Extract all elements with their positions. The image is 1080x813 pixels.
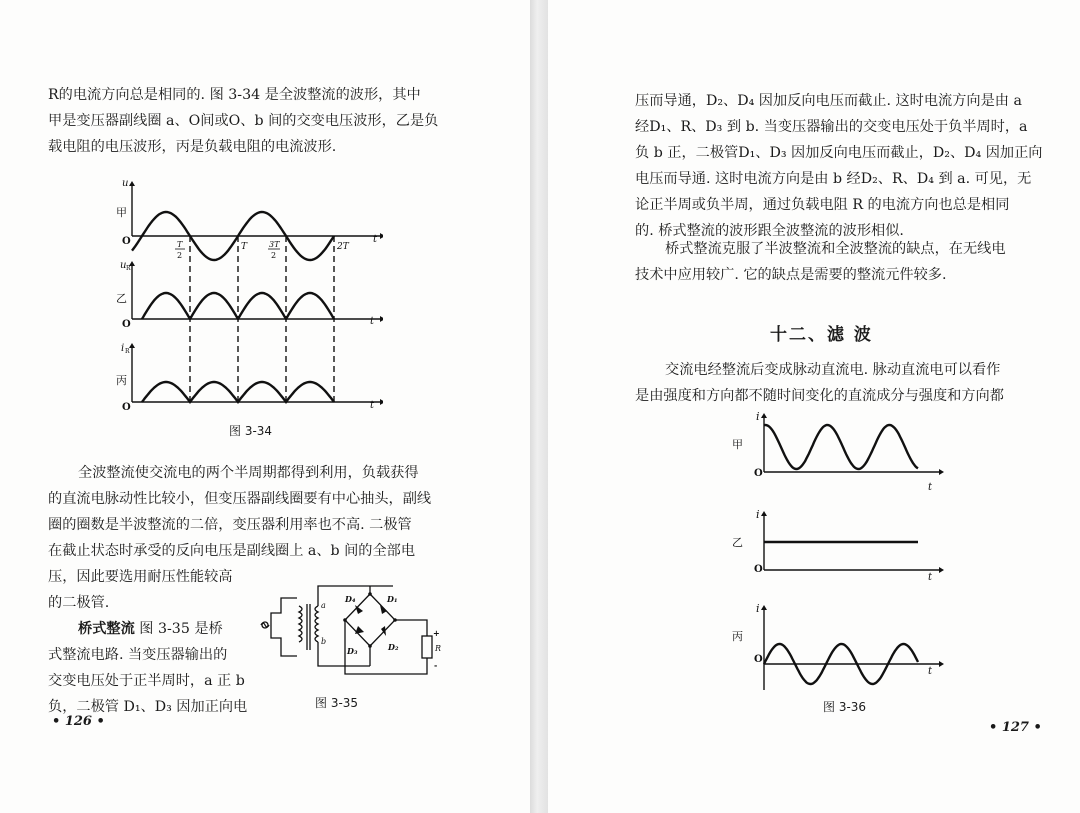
- label-ur: u: [120, 260, 127, 271]
- text-line: 负 b 正，二极管D₁、D₃ 因加反向电压而截止，D₂、D₄ 因加正向: [635, 145, 1043, 161]
- load-resistor-r: [422, 636, 432, 658]
- text-line: 式整流电路. 当变压器输出的: [48, 647, 228, 663]
- tick-t-half-den: 2: [177, 251, 183, 260]
- left-paragraph-3: [48, 616, 247, 720]
- label-origin-bing: O: [754, 654, 763, 665]
- label-yi: 乙: [116, 292, 127, 305]
- text-line: 圈的圈数是半波整流的二倍，变压器利用率也不高. 二极管: [48, 517, 412, 533]
- label-a: a: [321, 601, 326, 610]
- label-plus: +: [433, 628, 440, 638]
- bridge-rectifier-term: 桥式整流: [78, 621, 135, 637]
- label-i-jia: i: [756, 410, 760, 423]
- load-wire-top: [395, 620, 427, 636]
- label-origin-1: O: [122, 236, 131, 247]
- text-line: 的直流电脉动性比较小，但变压器副线圈要有中心抽头，副线: [48, 491, 432, 507]
- right-page: [548, 0, 1080, 813]
- right-paragraph-1: [635, 88, 1043, 244]
- tick-2t: 2T: [337, 242, 349, 252]
- primary-coil: [299, 606, 302, 642]
- label-d4: D₄: [345, 594, 356, 604]
- label-r: R: [435, 644, 442, 653]
- figure-3-35-caption: 图 3-35: [315, 696, 359, 710]
- label-bing: 丙: [116, 374, 127, 387]
- left-paragraph-1: [48, 82, 438, 160]
- figure-3-36-caption: 图 3-36: [823, 700, 867, 714]
- primary-wire-top: [271, 598, 297, 625]
- label-t-bing: t: [928, 666, 933, 677]
- text-line: 的二极管.: [48, 595, 110, 611]
- text-line: 压，因此要选用耐压性能较高: [48, 569, 233, 585]
- label-minus: -: [434, 660, 438, 670]
- label-origin-2: O: [122, 319, 131, 330]
- label-origin-yi: O: [754, 564, 763, 575]
- label-yi: 乙: [732, 536, 743, 549]
- figure-3-35: [255, 578, 475, 678]
- tick-3t-half-den: 2: [271, 251, 277, 260]
- tick-t: T: [241, 242, 248, 252]
- text-line: 交变电压处于正半周时，a 正 b: [48, 673, 245, 689]
- text-line: [48, 616, 247, 642]
- diode-d1: [380, 605, 387, 614]
- page-number-right: • 127 •: [989, 720, 1042, 735]
- text-line: 是由强度和方向都不随时间变化的直流成分与强度和方向都: [635, 388, 1004, 404]
- right-paragraph-3: [635, 357, 1004, 409]
- label-origin-jia: O: [754, 468, 763, 479]
- text-line: 载电阻的电压波形，丙是负载电阻的电流波形.: [48, 139, 337, 155]
- page-number-left: • 126 •: [52, 714, 105, 729]
- primary-wire-bottom: [271, 625, 297, 656]
- text-line: 经D₁、R、D₃ 到 b. 当变压器输出的交变电压处于负半周时，a: [635, 119, 1028, 135]
- text-fragment: 图 3-35 是桥: [134, 621, 223, 637]
- text-line: 论正半周或负半周，通过负载电阻 R 的电流方向也总是相同: [635, 197, 1010, 213]
- book-gutter: [530, 0, 548, 813]
- label-i-yi: i: [756, 508, 760, 521]
- figure-3-34: [108, 178, 383, 418]
- secondary-wire-top: [318, 586, 393, 606]
- label-t-2: t: [370, 316, 375, 327]
- label-bing: 丙: [732, 630, 743, 643]
- label-d2: D₂: [388, 642, 399, 652]
- label-ur-sub: R: [126, 265, 131, 272]
- text-line: 甲是变压器副线圈 a、O间或O、b 间的交变电压波形，乙是负: [48, 113, 439, 129]
- label-d3: D₃: [347, 646, 358, 656]
- text-line: 桥式整流克服了半波整流和全波整流的缺点，在无线电: [665, 241, 1006, 257]
- text-line: 交流电经整流后变成脉动直流电. 脉动直流电可以看作: [665, 362, 1001, 378]
- label-ir-sub: R: [125, 348, 130, 355]
- pulsating-current-wave: [764, 425, 918, 469]
- text-line: 电压而导通. 这时电流方向是由 b 经D₂、R、D₄ 到 a. 可见，无: [635, 171, 1032, 187]
- text-line: 的. 桥式整流的波形跟全波整流的波形相似.: [635, 223, 904, 239]
- text-line: 压而导通，D₂、D₄ 因加反向电压而截止. 这时电流方向是由 a: [635, 93, 1022, 109]
- diode-d3: [355, 626, 364, 634]
- figure-3-36: [724, 410, 944, 690]
- left-page: [0, 0, 530, 813]
- text-line: 技术中应用较广. 它的缺点是需要的整流元件较多.: [635, 267, 947, 283]
- tick-3t-half-num: 3T: [269, 240, 280, 249]
- text-line: R的电流方向总是相同的. 图 3-34 是全波整流的波形，其中: [48, 87, 421, 103]
- label-origin-3: O: [122, 402, 131, 413]
- label-t-jia: t: [928, 482, 933, 493]
- label-b: b: [321, 637, 327, 646]
- label-jia: 甲: [732, 438, 743, 451]
- right-paragraph-2: [635, 236, 1006, 288]
- section-heading-filtering: 十二、滤 波: [770, 325, 873, 345]
- tick-t-half-num: T: [177, 240, 183, 249]
- label-t-1: t: [373, 234, 378, 245]
- label-i-bing: i: [756, 602, 760, 615]
- text-line: 全波整流使交流电的两个半周期都得到利用，负载获得: [78, 465, 419, 481]
- secondary-coil: [315, 606, 318, 642]
- label-u: u: [122, 178, 129, 189]
- label-ir: i: [121, 343, 125, 354]
- label-jia: 甲: [116, 206, 127, 219]
- label-t-3: t: [370, 400, 375, 411]
- label-t-yi: t: [928, 572, 933, 583]
- label-d1: D₁: [387, 594, 398, 604]
- text-line: 负，二极管 D₁、D₃ 因加正向电: [48, 699, 248, 715]
- text-line: 在截止状态时承受的反向电压是副线圈上 a、b 间的全部电: [48, 543, 416, 559]
- figure-3-34-caption: 图 3-34: [229, 424, 273, 438]
